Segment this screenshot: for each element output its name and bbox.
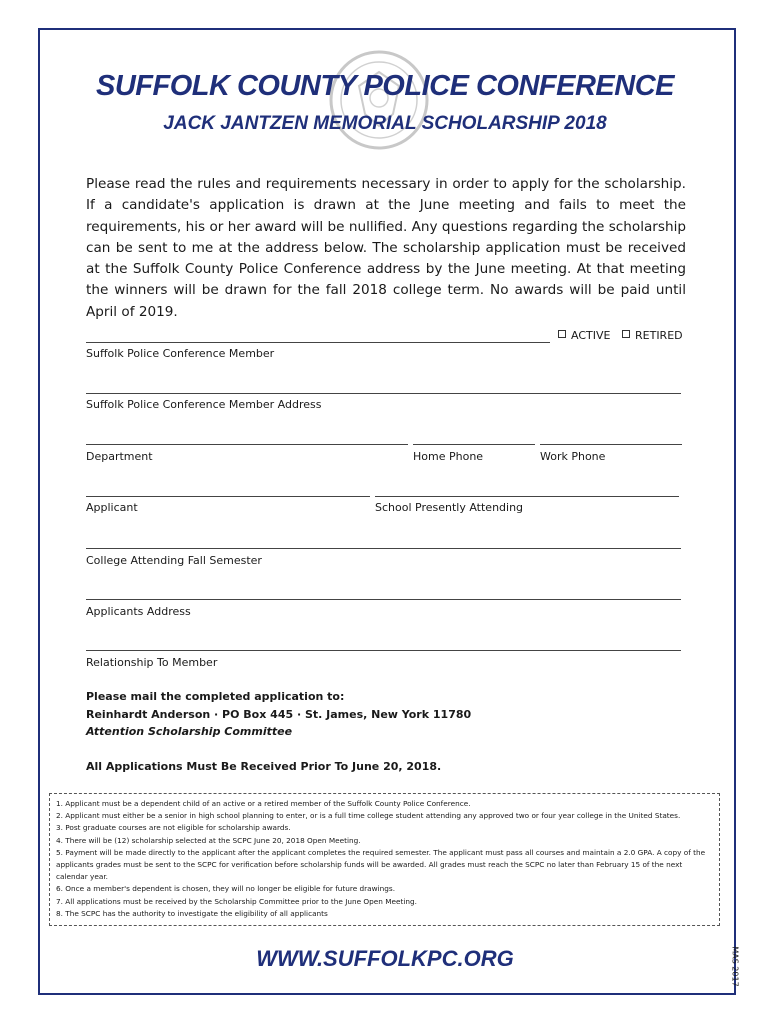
deadline-notice: All Applications Must Be Received Prior To June 20, 2018.: [86, 760, 442, 773]
department-field[interactable]: [86, 444, 408, 445]
work-phone-label: Work Phone: [540, 450, 606, 463]
applicant-address-field[interactable]: [86, 599, 681, 600]
rule-item: 6. Once a member's dependent is chosen, they will no longer be eligible for future drawings.: [56, 884, 396, 894]
rule-item: 3. Post graduate courses are not eligible for scholarship awards.: [56, 823, 291, 833]
rule-item: 2. Applicant must either be a senior in high school planning to enter, or is a full time college student attending any approved two or four year college in the United States.: [56, 811, 681, 821]
rule-item: 1. Applicant must be a dependent child of an active or a retired member of the Suffolk County Police Conference.: [56, 799, 471, 808]
member-label: Suffolk Police Conference Member: [86, 347, 275, 360]
relationship-field[interactable]: [86, 650, 681, 651]
college-label: College Attending Fall Semester: [86, 554, 262, 567]
department-label: Department: [86, 450, 153, 463]
active-label: ACTIVE: [571, 329, 611, 342]
rule-item: 4. There will be (12) scholarship selected at the SCPC June 20, 2018 Open Meeting.: [56, 835, 361, 845]
rule-item: 5. Payment will be made directly to the applicant after the applicant completes the required semester. The applicant must pass all courses and maintain a 2.0 GPA. A copy of the applicants grades must be sent to the SCPC for verification before scholarship funds will be awarded. All grades must reach the SCPC no later than February 15 of the next calendar year.: [56, 847, 706, 882]
mail-address: Reinhardt Anderson · PO Box 445 · St. James, New York 11780: [86, 708, 472, 721]
school-field[interactable]: [375, 496, 679, 497]
mail-attention: Attention Scholarship Committee: [86, 725, 293, 738]
member-address-field[interactable]: [86, 393, 681, 394]
mail-heading: Please mail the completed application to:: [86, 690, 345, 703]
home-phone-field[interactable]: [413, 444, 535, 445]
applicant-field[interactable]: [86, 496, 370, 497]
school-label: School Presently Attending: [375, 501, 524, 514]
retired-checkbox[interactable]: [622, 329, 683, 342]
college-field[interactable]: [86, 548, 681, 549]
applicant-label: Applicant: [86, 501, 138, 514]
relationship-label: Relationship To Member: [86, 656, 218, 669]
rules-box: [49, 793, 720, 926]
member-name-field[interactable]: [86, 342, 550, 343]
work-phone-field[interactable]: [540, 444, 682, 445]
active-checkbox[interactable]: [558, 329, 610, 342]
rule-item: 7. All applications must be received by the Scholarship Committee prior to the June Open Meeting.: [56, 896, 417, 906]
retired-label: RETIRED: [635, 329, 683, 342]
rule-item: 8. The SCPC has the authority to investigate the eligibility of all applicants: [56, 908, 328, 918]
page-title: SUFFOLK COUNTY POLICE CONFERENCE: [96, 70, 674, 102]
website-link[interactable]: WWW.SUFFOLKPC.ORG: [256, 946, 514, 971]
checkbox-icon: [558, 330, 566, 338]
member-address-label: Suffolk Police Conference Member Address: [86, 398, 322, 411]
page-subtitle: JACK JANTZEN MEMORIAL SCHOLARSHIP 2018: [163, 113, 607, 134]
intro-paragraph: Please read the rules and requirements necessary in order to apply for the scholarship. If a candidate's application is drawn at the June meeting and fails to meet the requirements, his or her award will be nullified. Any questions regarding the scholarship can be sent to me at the address below. The scholarship application must be received at the Suffolk County Police Conference address by the June meeting. At that meeting the winners will be drawn for the fall 2018 college term. No awards will be paid until April of 2019.: [86, 176, 686, 320]
footer-code: MAS 2017: [730, 946, 740, 987]
checkbox-icon: [622, 330, 630, 338]
home-phone-label: Home Phone: [413, 450, 484, 463]
applicant-address-label: Applicants Address: [86, 605, 191, 618]
